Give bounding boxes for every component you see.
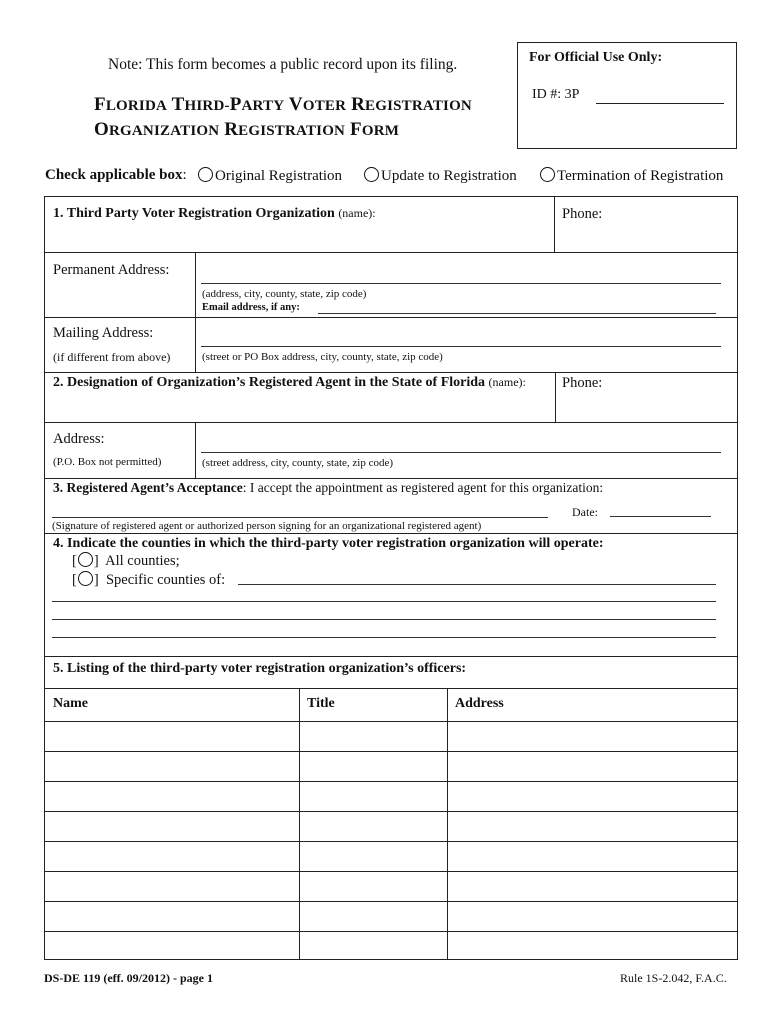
radio-icon[interactable]: [540, 167, 555, 182]
sec3-label: 3. Registered Agent’s Acceptance: I accept the appointment as registered agent for this organization:: [53, 480, 604, 495]
option-original-registration[interactable]: Original Registration: [198, 167, 342, 185]
col-title-header: Title: [307, 696, 335, 711]
agent-address-input[interactable]: [201, 452, 721, 453]
table-row-divider: [44, 751, 738, 752]
date-input[interactable]: [610, 516, 711, 517]
divider: [44, 372, 738, 373]
table-row-divider: [44, 721, 738, 722]
sec2-label: 2. Designation of Organization’s Registered Agent in the State of Florida (name):: [53, 375, 526, 390]
option-specific-counties[interactable]: [ ] Specific counties of:: [72, 572, 226, 588]
form-title-line2: ORGANIZATION REGISTRATION FORM: [94, 119, 400, 140]
radio-icon[interactable]: [198, 167, 213, 182]
date-label: Date:: [572, 505, 598, 519]
table-row-divider: [44, 781, 738, 782]
sec5-label: 5. Listing of the third-party voter registration organization’s officers:: [53, 661, 467, 676]
mailing-hint: (street or PO Box address, city, county, state, zip code): [202, 351, 443, 363]
col-address-header: Address: [455, 696, 504, 711]
divider: [44, 317, 738, 318]
mailing-address-label: Mailing Address:: [53, 325, 154, 341]
divider: [44, 478, 738, 479]
radio-icon[interactable]: [78, 571, 93, 586]
divider: [195, 422, 196, 478]
radio-icon[interactable]: [364, 167, 379, 182]
rule-reference: Rule 1S-2.042, F.A.C.: [620, 971, 727, 985]
signature-hint: (Signature of registered agent or authorized person signing for an organizational registered agent): [52, 520, 482, 532]
email-label: Email address, if any:: [202, 302, 300, 313]
option-update-registration[interactable]: Update to Registration: [364, 167, 517, 185]
divider: [44, 252, 738, 253]
divider: [44, 533, 738, 534]
permanent-address-input[interactable]: [201, 283, 721, 284]
divider: [44, 422, 738, 423]
table-row-divider: [44, 901, 738, 902]
counties-line[interactable]: [52, 601, 716, 602]
form-number: DS-DE 119 (eff. 09/2012) - page 1: [44, 971, 213, 985]
mailing-address-input[interactable]: [201, 346, 721, 347]
divider: [447, 688, 448, 960]
divider: [44, 688, 738, 689]
agent-address-sub: (P.O. Box not permitted): [53, 456, 162, 468]
sec2-phone-label: Phone:: [562, 375, 603, 391]
divider: [554, 196, 555, 252]
divider: [555, 372, 556, 422]
agent-address-label: Address:: [53, 431, 105, 447]
sec1-label: 1. Third Party Voter Registration Organization (name):: [53, 206, 376, 221]
table-row-divider: [44, 811, 738, 812]
table-row-divider: [44, 931, 738, 932]
divider: [299, 688, 300, 960]
signature-input[interactable]: [52, 517, 548, 518]
table-row-divider: [44, 841, 738, 842]
agent-address-hint: (street address, city, county, state, zip code): [202, 457, 394, 469]
specific-counties-input[interactable]: [238, 584, 716, 585]
col-name-header: Name: [53, 696, 88, 711]
counties-line[interactable]: [52, 619, 716, 620]
sec4-label: 4. Indicate the counties in which the third-party voter registration organization will operate:: [53, 536, 604, 551]
option-termination-registration[interactable]: Termination of Registration: [540, 167, 723, 185]
check-applicable-label: Check applicable box: [45, 167, 183, 183]
address-hint: (address, city, county, state, zip code): [202, 288, 367, 300]
email-input[interactable]: [318, 313, 716, 314]
divider: [195, 252, 196, 372]
radio-icon[interactable]: [78, 552, 93, 567]
divider: [44, 656, 738, 657]
mailing-address-sub: (if different from above): [53, 350, 171, 364]
form-title-line1: FLORIDA THIRD-PARTY VOTER REGISTRATION: [94, 94, 472, 115]
check-applicable-row: Check applicable box:: [45, 167, 187, 183]
option-all-counties[interactable]: [ ] All counties;: [72, 553, 180, 569]
sec1-phone-label: Phone:: [562, 206, 603, 222]
table-row-divider: [44, 871, 738, 872]
official-id-label: ID #: 3P: [532, 87, 580, 102]
counties-line[interactable]: [52, 637, 716, 638]
permanent-address-label: Permanent Address:: [53, 262, 170, 278]
official-use-box: [517, 42, 737, 149]
public-record-note: Note: This form becomes a public record upon its filing.: [108, 56, 458, 73]
official-use-heading: For Official Use Only:: [529, 50, 663, 65]
official-id-line: [596, 103, 724, 104]
